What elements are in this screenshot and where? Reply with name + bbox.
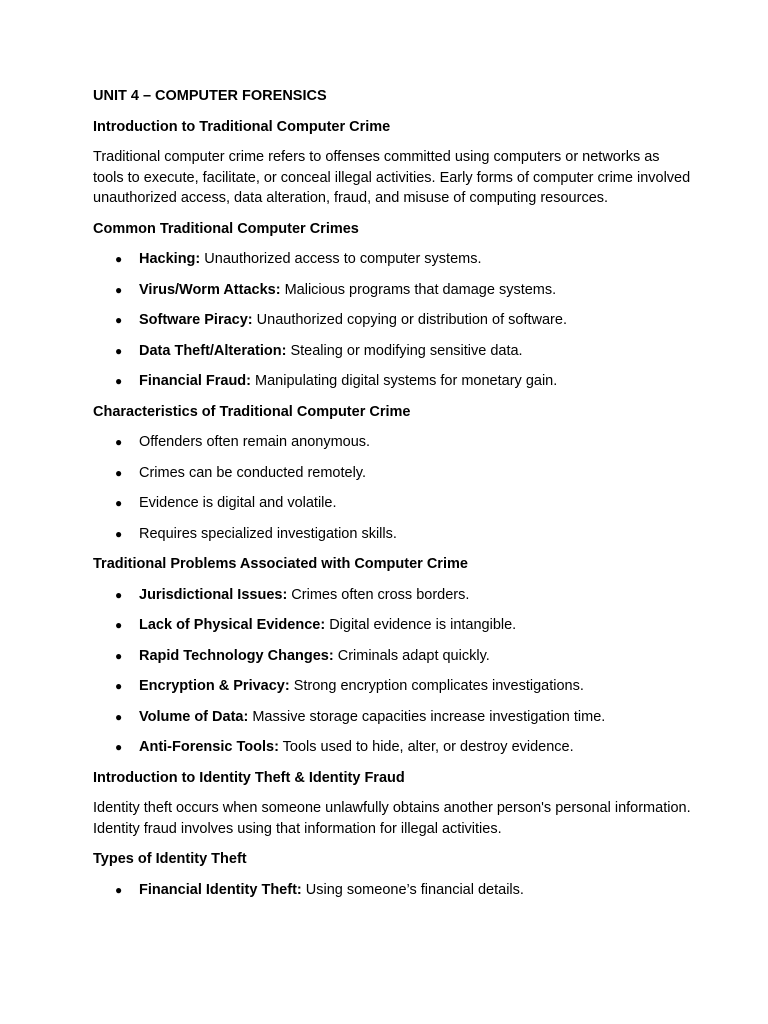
item-term: Hacking: [139,251,201,267]
intro-traditional-paragraph: Traditional computer crime refers to offenses committed using computers or networks as tools to execute, facilitate, or conceal illegal activities. Early forms of computer crime involved unauthorized access, data alteration, fraud, and misuse of computing resources. [93,149,691,206]
bullet-icon: ● [115,526,123,541]
identity-intro-paragraph: Identity theft occurs when someone unlawfully obtains another person's personal information. Identity fraud involves using that information for illegal activities. [93,800,691,837]
list-item [93,310,693,331]
bullet-icon: ● [115,252,123,266]
item-text: Manipulating digital systems for monetary gain. [251,373,558,389]
bullet-icon: ● [115,740,123,754]
characteristics-list [93,432,693,544]
identity-types-heading: Types of Identity Theft [93,851,247,867]
list-item [93,615,693,636]
list-item [93,493,693,514]
item-term: Anti-Forensic Tools: [139,739,279,755]
item-term: Financial Fraud: [139,373,251,389]
item-text: Crimes often cross borders. [287,586,470,603]
item-text: Unauthorized access to computer systems. [200,251,482,267]
bullet-icon: ● [115,282,123,297]
list-item [93,646,693,667]
bullet-icon: ● [115,618,123,632]
item-term: Financial Identity Theft: [139,881,302,898]
item-text: Crimes can be conducted remotely. [139,464,367,481]
list-item [93,737,693,758]
bullet-icon: ● [115,465,123,480]
item-text: Massive storage capacities increase investigation time. [248,708,606,725]
problems-heading: Traditional Problems Associated with Computer Crime [93,556,468,572]
common-crimes-heading: Common Traditional Computer Crimes [93,220,359,237]
list-item [93,371,693,392]
list-item [93,880,693,901]
intro-traditional-heading: Introduction to Traditional Computer Crime [93,118,391,135]
list-item [93,707,693,728]
identity-intro-heading: Introduction to Identity Theft & Identity Fraud [93,769,405,786]
item-term: Rapid Technology Changes: [139,647,334,664]
list-item [93,280,693,301]
common-crimes-list [93,249,693,392]
item-term: Software Piracy: [139,312,253,328]
item-text: Using someone’s financial details. [301,881,524,898]
problems-list [93,585,693,758]
item-text: Offenders often remain anonymous. [139,434,371,450]
bullet-icon: ● [115,313,123,327]
item-term: Encryption & Privacy: [139,678,290,694]
item-term: Jurisdictional Issues: [139,586,288,603]
item-term: Virus/Worm Attacks: [139,281,281,298]
item-term: Volume of Data: [139,708,249,725]
list-item [93,341,693,362]
bullet-icon: ● [115,587,123,602]
bullet-icon: ● [115,496,123,510]
characteristics-heading: Characteristics of Traditional Computer Crime [93,403,411,420]
bullet-icon: ● [115,648,123,663]
item-text: Strong encryption complicates investigations. [289,678,584,694]
item-text: Stealing or modifying sensitive data. [286,342,523,359]
identity-types-list [93,880,693,901]
item-text: Tools used to hide, alter, or destroy evidence. [278,739,574,755]
bullet-icon: ● [115,882,123,897]
list-item [93,585,693,606]
item-term: Lack of Physical Evidence: [139,617,326,633]
list-item [93,249,693,270]
item-text: Criminals adapt quickly. [333,647,490,664]
list-item [93,432,693,453]
bullet-icon: ● [115,709,123,724]
document-page [93,86,693,910]
item-term: Data Theft/Alteration: [139,342,287,359]
list-item [93,463,693,484]
bullet-icon: ● [115,343,123,358]
bullet-icon: ● [115,435,123,449]
bullet-icon: ● [115,374,123,388]
list-item [93,524,693,545]
list-item [93,676,693,697]
item-text: Evidence is digital and volatile. [139,495,337,511]
item-text: Requires specialized investigation skills. [139,525,397,542]
item-text: Unauthorized copying or distribution of software. [252,312,567,328]
bullet-icon: ● [115,679,123,693]
item-text: Digital evidence is intangible. [325,617,517,633]
unit-title: UNIT 4 – COMPUTER FORENSICS [93,88,327,104]
item-text: Malicious programs that damage systems. [280,281,557,298]
